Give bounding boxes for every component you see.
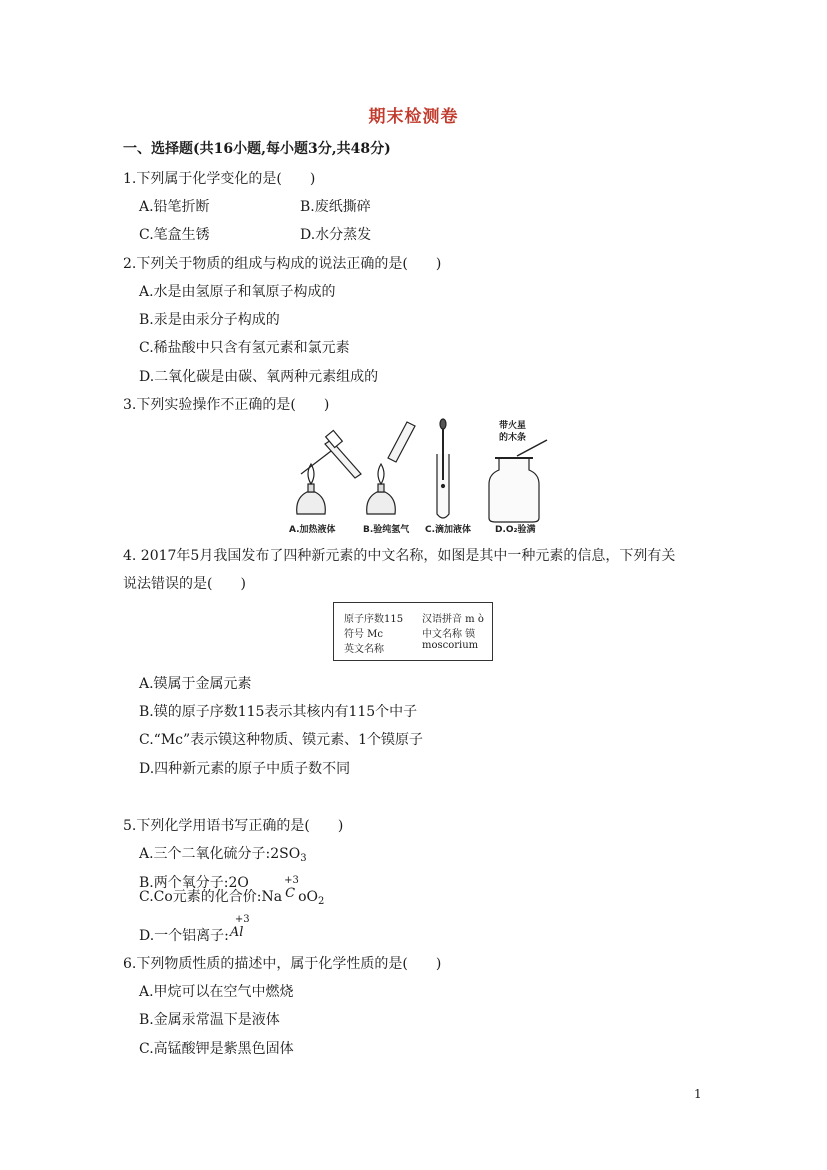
q4-option-a: A.镆属于金属元素 xyxy=(139,676,252,692)
q5-option-b: B.两个氧分子:2O xyxy=(139,875,249,891)
alcohol-lamp-icon-2 xyxy=(367,464,396,514)
q5-c-valence: +3 xyxy=(284,875,299,886)
caption-d: D.O₂验满 xyxy=(495,525,536,535)
question-1-stem: 1.下列属于化学变化的是( ) xyxy=(123,171,316,187)
test-tube-holder-icon xyxy=(301,448,335,474)
q4-option-d: D.四种新元素的原子中质子数不同 xyxy=(139,761,351,777)
page-number: 1 xyxy=(694,1087,702,1101)
element-info-card xyxy=(333,602,493,661)
card-english-label: 英文名称 xyxy=(344,644,384,655)
test-tube-icon xyxy=(325,440,361,478)
card-symbol: 符号 Mc xyxy=(344,629,384,640)
q6-option-b: B.金属汞常温下是液体 xyxy=(139,1012,280,1028)
label-glowing-splint-1: 带火星 xyxy=(499,421,527,431)
q5-d-valence: +3 xyxy=(234,914,250,925)
label-glowing-splint-2: 的木条 xyxy=(499,433,527,443)
question-2-stem: 2.下列关于物质的组成与构成的说法正确的是( ) xyxy=(123,256,442,272)
q5-option-c: C.Co元素的化合价:Na +3 C $oO_2$ xyxy=(139,875,325,907)
card-chinese-name: 中文名称 镆 xyxy=(422,629,476,640)
q5-option-a: A.三个二氧化硫分子$:2SO_3$ xyxy=(139,846,307,864)
lab-operations-figure xyxy=(285,418,555,538)
card-pinyin: 汉语拼音 m ò xyxy=(422,614,484,625)
question-5-stem: 5.下列化学用语书写正确的是( ) xyxy=(123,818,344,834)
inverted-test-tube-icon xyxy=(388,422,415,462)
question-6-stem: 6.下列物质性质的描述中，属于化学性质的是( ) xyxy=(123,956,442,972)
page-title: 期末检测卷 xyxy=(368,107,459,127)
q4-option-b: B.镆的原子序数115表示其核内有115个中子 xyxy=(139,704,418,720)
section-heading: 一、选择题(共16小题,每小题3分,共48分) xyxy=(123,141,391,157)
q2-option-d: D.二氧化碳是由碳、氧两种元素组成的 xyxy=(139,369,379,385)
caption-b: B.验纯氢气 xyxy=(363,525,410,535)
q1-option-d: D.水分蒸发 xyxy=(300,227,372,243)
q5-option-d: D.一个铝离子: +3 Al xyxy=(139,914,250,944)
q1-option-b: B.废纸撕碎 xyxy=(300,199,371,215)
q6-option-a: A.甲烷可以在空气中燃烧 xyxy=(139,984,294,1000)
question-3-stem: 3.下列实验操作不正确的是( ) xyxy=(123,397,330,413)
alcohol-lamp-icon xyxy=(297,464,326,514)
q6-option-c: C.高锰酸钾是紫黑色固体 xyxy=(139,1041,294,1057)
card-english-name: moscorium xyxy=(422,640,479,651)
q4-option-c: C.“Mc”表示镆这种物质、镆元素、1个镆原子 xyxy=(139,732,424,748)
caption-a: A.加热液体 xyxy=(289,525,336,535)
caption-c: C.滴加液体 xyxy=(425,525,472,535)
q2-option-c: C.稀盐酸中只含有氢元素和氯元素 xyxy=(139,340,350,356)
q2-option-a: A.水是由氢原子和氧原子构成的 xyxy=(139,284,336,300)
card-atomic-number: 原子序数115 xyxy=(344,614,404,625)
question-4-stem-line1: 4. 2017年5月我国发布了四种新元素的中文名称，如图是其中一种元素的信息，下列有关 xyxy=(123,548,676,564)
question-4-stem-line2: 说法错误的是( ) xyxy=(123,576,246,592)
gas-bottle-icon xyxy=(489,458,539,522)
q1-option-c: C.笔盒生锈 xyxy=(139,227,210,243)
q1-option-a: A.铅笔折断 xyxy=(139,199,210,215)
q2-option-b: B.汞是由汞分子构成的 xyxy=(139,312,280,328)
